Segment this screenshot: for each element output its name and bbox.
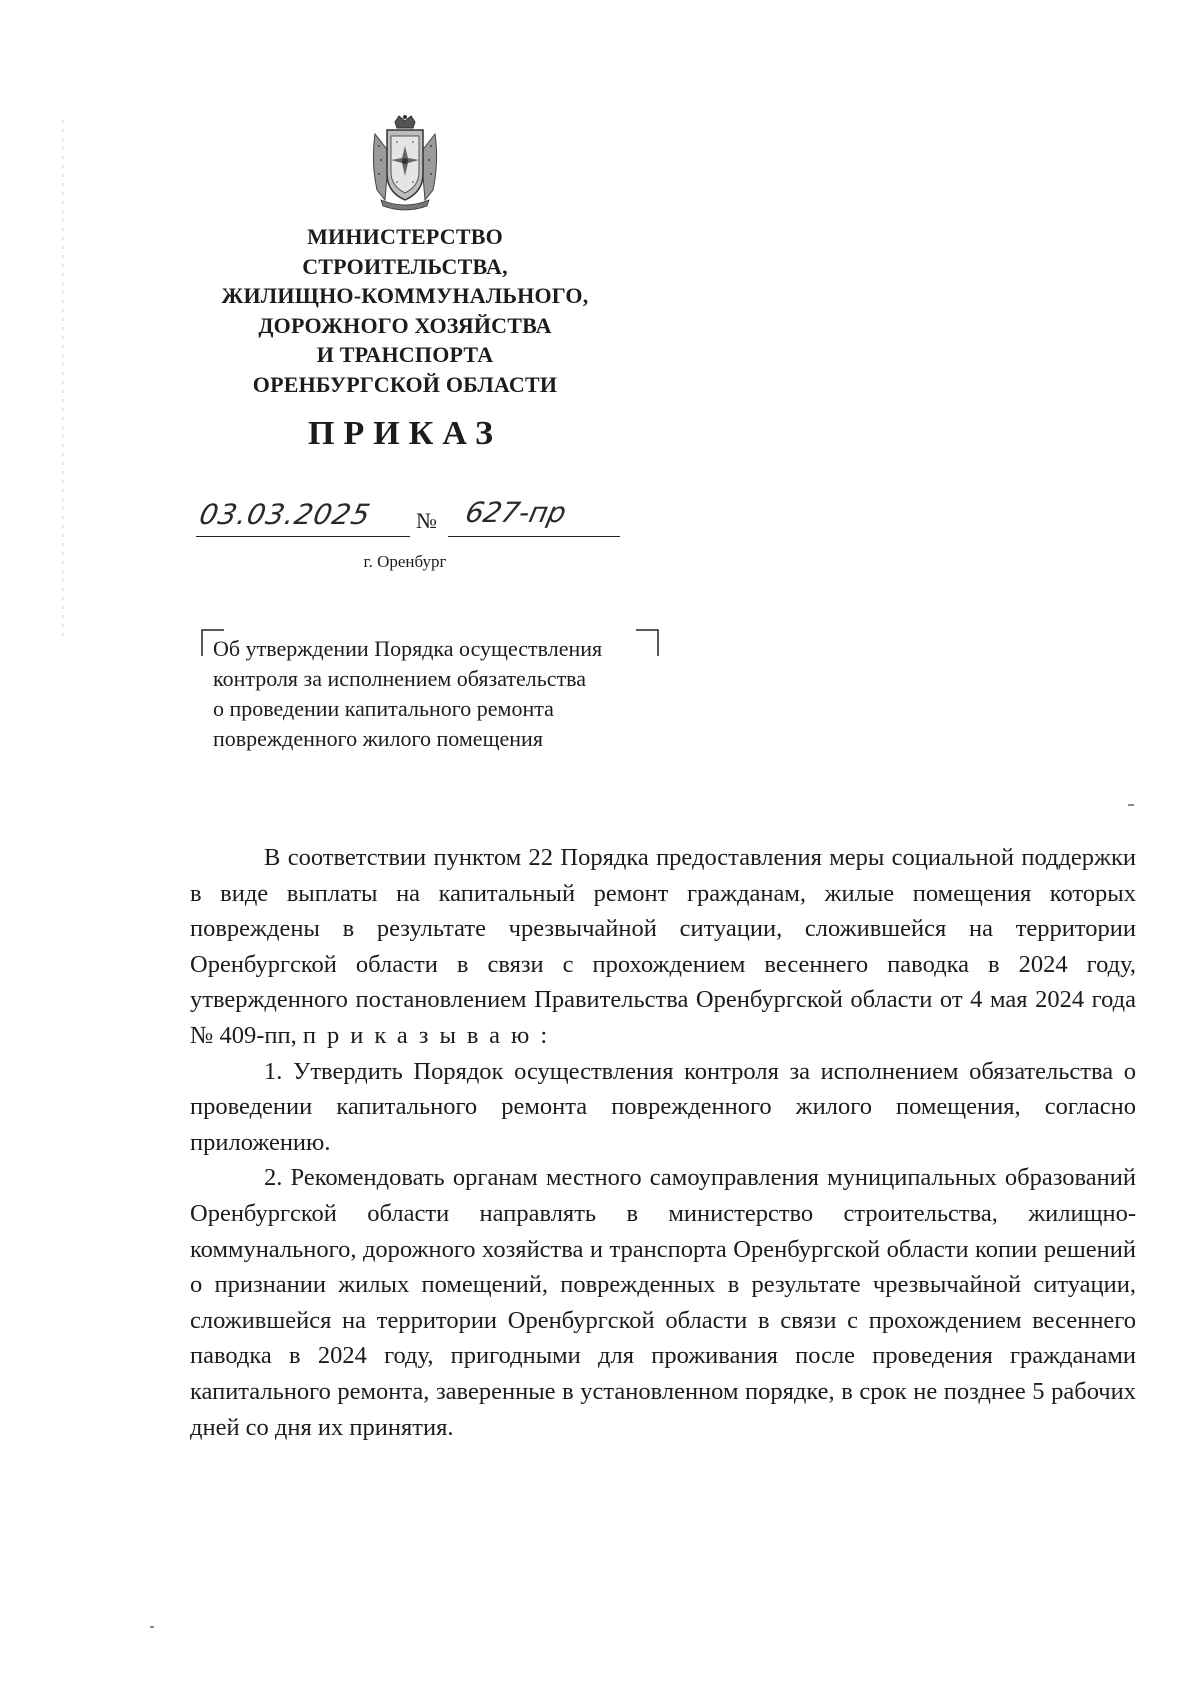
item-1-paragraph: 1. Утвердить Порядок осуществления контроля за исполнением обязательства о проведении капитального ремонта поврежденного жилого помещения, согласно приложению. <box>190 1057 1136 1156</box>
document-subject <box>213 634 673 754</box>
ministry-line: ОРЕНБУРГСКОЙ ОБЛАСТИ <box>252 371 558 397</box>
ministry-line: ДОРОЖНОГО ХОЗЯЙСТВА <box>258 312 552 338</box>
subject-line: о проведении капитального ремонта <box>213 696 554 721</box>
scan-speck <box>1128 804 1134 806</box>
document-city: г. Оренбург <box>363 552 447 571</box>
subject-line: Об утверждении Порядка осуществления <box>213 636 603 661</box>
scan-speck <box>150 1626 154 1628</box>
subject-line: контроля за исполнением обязательства <box>213 666 587 691</box>
coat-of-arms-emblem <box>367 112 443 212</box>
number-sign: № <box>416 508 437 533</box>
scan-edge-artifact <box>62 120 64 640</box>
ministry-line: МИНИСТЕРСТВО <box>307 224 503 249</box>
document-type-title: ПРИКАЗ <box>308 415 502 452</box>
document-body <box>190 840 1136 1445</box>
ministry-name <box>180 222 630 399</box>
preamble-paragraph <box>190 840 1136 1054</box>
ministry-line: СТРОИТЕЛЬСТВА, <box>302 253 508 279</box>
item-2-paragraph: 2. Рекомендовать органам местного самоуправления муниципальных образований Оренбургской области направлять в министерство строительства, жилищно-коммунального, дорожного хозяйства и транспорта Оренбургской области копии решений о признании жилых помещений, поврежденных в результате чрезвычайной ситуации, сложившейся на территории Оренбургской области в связи с прохождением весеннего паводка в 2024 году, пригодными для проживания после проведения гражданами капитального ремонта, заверенные в установленном порядке, в срок не позднее 5 рабочих дней со дня их принятия. <box>190 1164 1136 1441</box>
order-word: приказываю: <box>302 1021 559 1049</box>
ministry-line: ЖИЛИЩНО-КОММУНАЛЬНОГО, <box>221 283 589 308</box>
preamble-text: В соответствии пунктом 22 Порядка предоставления меры социальной поддержки в виде выплаты на капитальный ремонт гражданам, жилые помещения которых повреждены в результате чрезвычайной ситуации, сложившейся на территории Оренбургской области в связи с прохождением весеннего паводка в 2024 году, утвержденного постановлением Правительства Оренбургской области от 4 мая 2024 года № 409-пп, <box>190 844 1136 1049</box>
document-date: 03.03.2025 <box>196 498 374 531</box>
subject-line: поврежденного жилого помещения <box>213 726 543 751</box>
ministry-line: И ТРАНСПОРТА <box>316 342 494 367</box>
document-number: 627-пр <box>462 496 570 529</box>
